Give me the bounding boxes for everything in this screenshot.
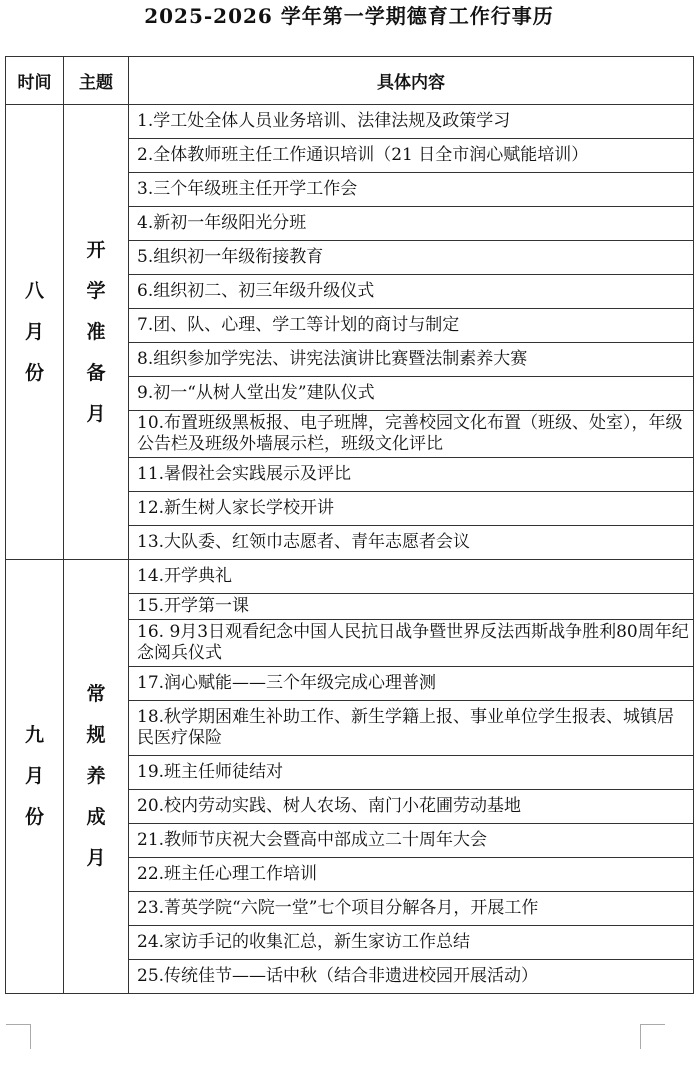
content-cell: 14.开学典礼 — [129, 560, 694, 594]
content-cell: 18.秋学期困难生补助工作、新生学籍上报、事业单位学生报表、城镇居民医疗保险 — [129, 701, 694, 756]
content-cell: 25.传统佳节——话中秋（结合非遗进校园开展活动） — [129, 960, 694, 994]
content-cell: 10.布置班级黑板报、电子班牌，完善校园文化布置（班级、处室），年级公告栏及班级外墙展示栏，班级文化评比 — [129, 411, 694, 458]
header-theme: 主题 — [64, 57, 129, 105]
content-cell: 23.菁英学院“六院一堂”七个项目分解各月，开展工作 — [129, 892, 694, 926]
content-cell: 1.学工处全体人员业务培训、法律法规及政策学习 — [129, 105, 694, 139]
header-content: 具体内容 — [129, 57, 694, 105]
content-cell: 12.新生树人家长学校开讲 — [129, 492, 694, 526]
content-cell: 8.组织参加学宪法、讲宪法演讲比赛暨法制素养大赛 — [129, 343, 694, 377]
page-corner-mark-left — [6, 1024, 31, 1049]
theme-label: 开学准备月 — [86, 238, 106, 425]
theme-cell — [64, 105, 129, 560]
header-row — [6, 57, 694, 105]
content-cell: 11.暑假社会实践展示及评比 — [129, 458, 694, 492]
content-cell: 9.初一“从树人堂出发”建队仪式 — [129, 377, 694, 411]
content-cell: 22.班主任心理工作培训 — [129, 858, 694, 892]
month-cell — [6, 105, 64, 560]
content-cell: 16. 9月3日观看纪念中国人民抗日战争暨世界反法西斯战争胜利80周年纪念阅兵仪式 — [129, 620, 694, 667]
page-title: 2025-2026 学年第一学期德育工作行事历 — [144, 4, 554, 28]
theme-label: 常规养成月 — [86, 683, 106, 869]
content-cell: 17.润心赋能——三个年级完成心理普测 — [129, 667, 694, 701]
table-row — [6, 105, 694, 139]
content-cell: 6.组织初二、初三年级升级仪式 — [129, 275, 694, 309]
content-cell: 2.全体教师班主任工作通识培训（21 日全市润心赋能培训） — [129, 139, 694, 173]
content-cell: 24.家访手记的收集汇总，新生家访工作总结 — [129, 926, 694, 960]
content-cell: 19.班主任师徒结对 — [129, 756, 694, 790]
table-row — [6, 560, 694, 594]
content-cell: 15.开学第一课 — [129, 594, 694, 620]
content-cell: 5.组织初一年级衔接教育 — [129, 241, 694, 275]
theme-cell — [64, 560, 129, 994]
content-cell: 20.校内劳动实践、树人农场、南门小花圃劳动基地 — [129, 790, 694, 824]
header-time: 时间 — [6, 57, 64, 105]
calendar-table — [5, 56, 694, 994]
month-label: 八月份 — [24, 279, 44, 384]
content-cell: 21.教师节庆祝大会暨高中部成立二十周年大会 — [129, 824, 694, 858]
content-cell: 13.大队委、红领巾志愿者、青年志愿者会议 — [129, 526, 694, 560]
month-label: 九月份 — [24, 724, 44, 828]
content-cell: 3.三个年级班主任开学工作会 — [129, 173, 694, 207]
page-corner-mark-right — [640, 1024, 665, 1049]
content-cell: 4.新初一年级阳光分班 — [129, 207, 694, 241]
content-cell: 7.团、队、心理、学工等计划的商讨与制定 — [129, 309, 694, 343]
month-cell — [6, 560, 64, 994]
